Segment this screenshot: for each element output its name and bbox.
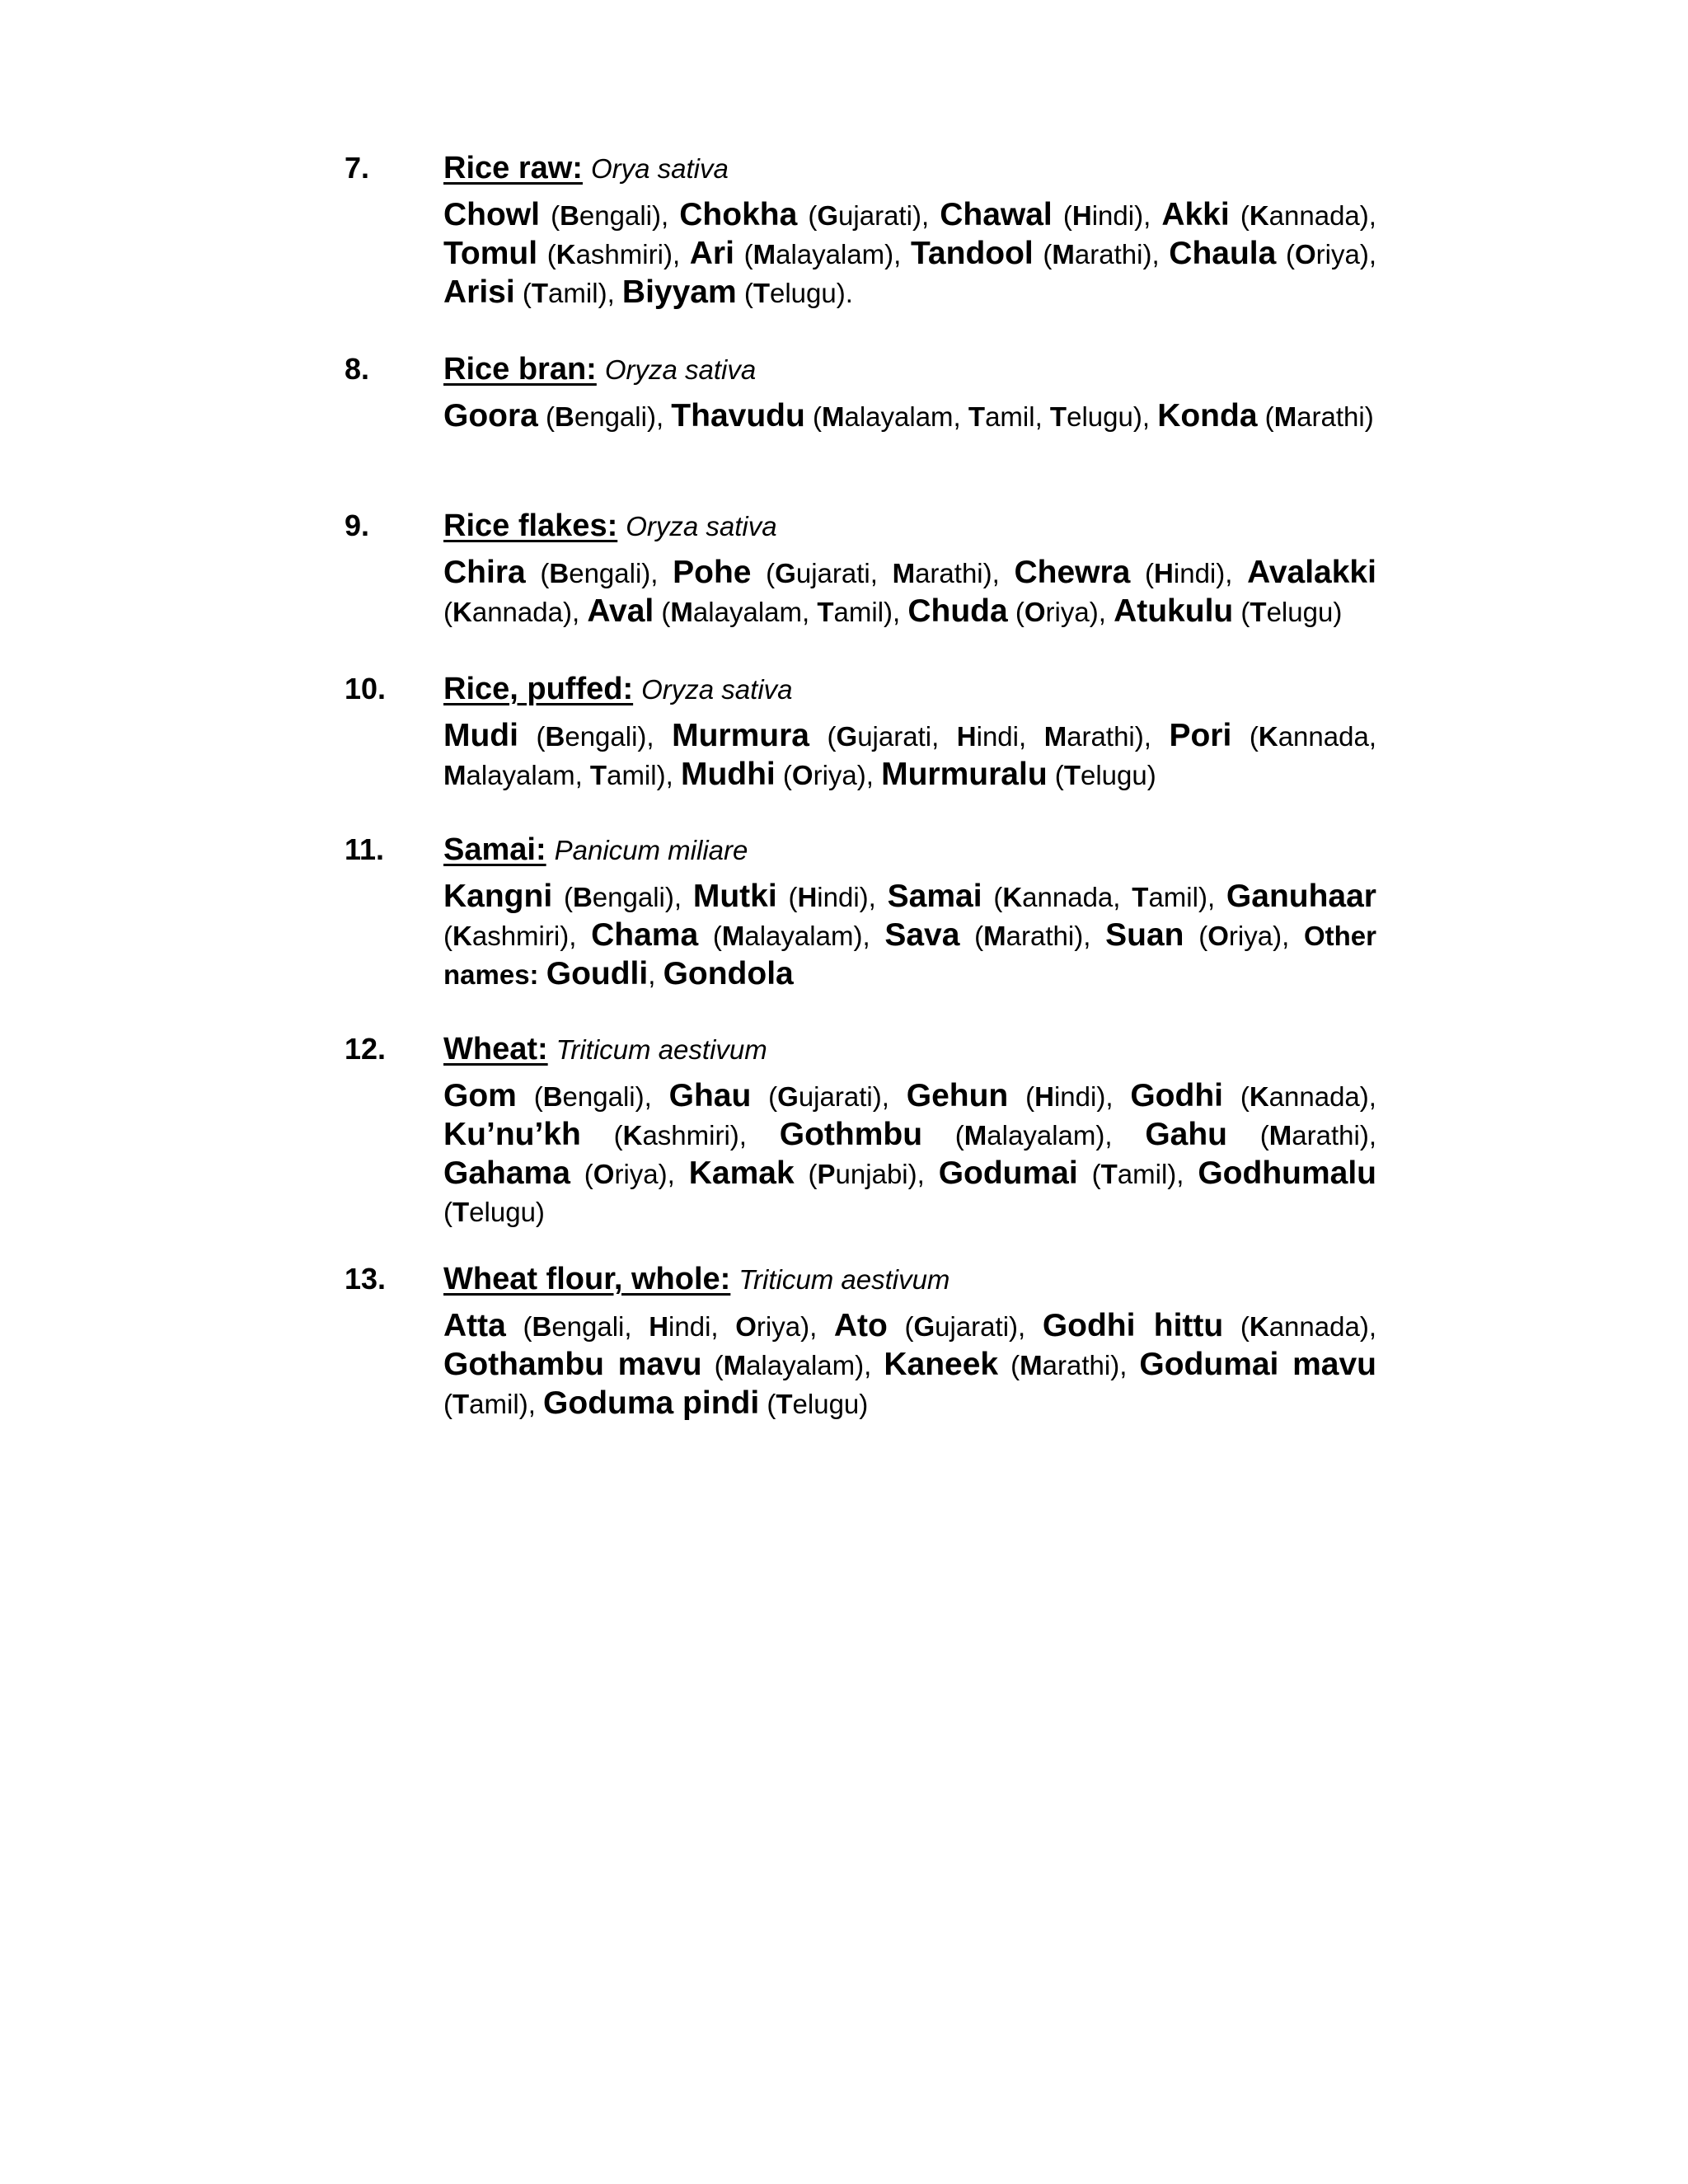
regional-name: Biyyam [621, 274, 737, 310]
language-name: Oriya [593, 1159, 659, 1189]
regional-name: Ari [689, 236, 734, 271]
other-names-label: Other names: [443, 921, 1376, 990]
language-name: Kannada [1249, 200, 1360, 231]
entry-term: Rice raw: [443, 151, 583, 185]
entry-number: 8. [345, 352, 370, 386]
entry-number: 12. [345, 1032, 387, 1066]
regional-names: Atta (Bengali, Hindi, Oriya), Ato (Gujarati), Godhi hittu (Kannada), Gothambu mavu (Malayalam), Kaneek (Marathi), Godumai mavu (Tamil), Goduma pindi (Telugu) [443, 1308, 1376, 1421]
entry-heading [345, 1258, 1376, 1301]
term-line [443, 668, 793, 717]
language-name: Telugu [452, 1197, 536, 1227]
language-name: Oriya [1207, 921, 1273, 951]
language-name: Tamil [531, 278, 598, 308]
language-name: Malayalam [964, 1120, 1096, 1151]
regional-name: Gothambu mavu [443, 1347, 702, 1382]
regional-name: Godumai mavu [1139, 1347, 1376, 1382]
regional-name: Chokha [679, 197, 798, 232]
other-name: Goudli [546, 956, 649, 991]
regional-name: Pori [1169, 718, 1232, 753]
language-name: Oriya [1294, 239, 1360, 269]
regional-name: Chawal [940, 197, 1053, 232]
entry-heading [345, 348, 1376, 391]
language-name: Kannada [1249, 1081, 1360, 1112]
language-name: Kannada [1002, 882, 1114, 912]
regional-name: Murmura [672, 718, 809, 753]
regional-name: Tandool [911, 236, 1034, 271]
regional-name: Tomul [443, 236, 538, 271]
entry-number: 7. [345, 151, 370, 185]
scientific-name: Orya sativa [590, 153, 729, 184]
regional-name: Gehun [906, 1078, 1009, 1113]
scientific-name: Oryza sativa [604, 354, 757, 385]
language-name: Gujarati [836, 721, 932, 752]
language-name: Hindi [1034, 1081, 1097, 1112]
term-line [443, 348, 756, 397]
language-name: Telugu [776, 1389, 860, 1419]
scientific-name: Triticum aestivum [556, 1034, 767, 1065]
language-name: Hindi [649, 1311, 711, 1342]
language-name: Marathi [892, 558, 983, 588]
language-name: Malayalam [753, 239, 885, 269]
language-name: Oriya [791, 760, 857, 790]
entry-12 [345, 1028, 1376, 1231]
entry-11 [345, 828, 1376, 994]
regional-name: Goora [443, 398, 538, 434]
regional-names: Chowl (Bengali), Chokha (Gujarati), Chawal (Hindi), Akki (Kannada), Tomul (Kashmiri), Ari (Malayalam), Tandool (Marathi), Chaula (Oriya), Arisi (Tamil), Biyyam (Telugu). [443, 197, 1376, 310]
language-name: Punjabi [817, 1159, 908, 1189]
term-line [443, 147, 729, 196]
entry-number: 9. [345, 509, 370, 542]
regional-names: Mudi (Bengali), Murmura (Gujarati, Hindi, Marathi), Pori (Kannada, Malayalam, Tamil), Mudhi (Oriya), Murmuralu (Telugu) [443, 718, 1376, 792]
scientific-name: Oryza sativa [626, 511, 777, 541]
regional-name: Chuda [907, 593, 1008, 629]
language-name: Kashmiri [556, 239, 663, 269]
regional-names: Goora (Bengali), Thavudu (Malayalam, Tamil, Telugu), Konda (Marathi) [443, 398, 1374, 434]
language-name: Gujarati [777, 1081, 873, 1112]
language-name: Oriya [1024, 597, 1090, 627]
entry-10 [345, 668, 1376, 794]
regional-name: Aval [587, 593, 654, 629]
entry-heading [345, 504, 1376, 547]
scientific-name: Panicum miliare [554, 835, 748, 865]
regional-name: Atta [443, 1308, 506, 1343]
regional-names: Chira (Bengali), Pohe (Gujarati, Marathi), Chewra (Hindi), Avalakki (Kannada), Aval (Malayalam, Tamil), Chuda (Oriya), Atukulu (Telugu) [443, 555, 1376, 629]
language-name: Tamil [817, 597, 884, 627]
language-name: Bengali [542, 1081, 635, 1112]
language-name: Tamil [1100, 1159, 1168, 1189]
entry-term: Samai: [443, 832, 546, 867]
entry-number: 13. [345, 1262, 387, 1296]
term-line [443, 828, 748, 878]
language-name: Tamil [589, 760, 657, 790]
language-name: Marathi [983, 921, 1075, 951]
regional-name: Godhi hittu [1042, 1308, 1224, 1343]
language-name: Telugu [1250, 597, 1334, 627]
regional-name: Chowl [443, 197, 540, 232]
regional-name: Ku’nu’kh [443, 1117, 581, 1152]
language-name: Oriya [735, 1311, 801, 1342]
entry-term: Wheat flour, whole: [443, 1262, 731, 1296]
language-name: Marathi [1052, 239, 1143, 269]
other-name: Gondola [663, 956, 794, 991]
language-name: Tamil [968, 401, 1035, 432]
language-name: Malayalam [821, 401, 954, 432]
language-name: Kashmiri [452, 921, 560, 951]
language-name: Malayalam [443, 760, 575, 790]
language-name: Bengali [560, 200, 652, 231]
regional-name: Arisi [443, 274, 515, 310]
language-name: Kannada [452, 597, 563, 627]
language-name: Telugu [1049, 401, 1133, 432]
regional-name: Ghau [668, 1078, 752, 1113]
regional-name: Chewra [1014, 555, 1131, 590]
regional-names: Kangni (Bengali), Mutki (Hindi), Samai (Kannada, Tamil), Ganuhaar (Kashmiri), Chama (Malayalam), Sava (Marathi), Suan (Oriya), Other names: Goudli, Gondola [443, 879, 1376, 991]
entry-8 [345, 348, 1376, 436]
language-name: Kannada [1249, 1311, 1360, 1342]
language-name: Hindi [797, 882, 860, 912]
language-name: Malayalam [723, 1350, 856, 1380]
language-name: Gujarati [775, 558, 870, 588]
language-name: Gujarati [817, 200, 912, 231]
regional-name: Chaula [1169, 236, 1277, 271]
language-name: Hindi [1071, 200, 1135, 231]
regional-name: Sava [884, 917, 960, 953]
language-name: Gujarati [913, 1311, 1010, 1342]
entry-heading [345, 1028, 1376, 1071]
language-name: Tamil [1132, 882, 1198, 912]
language-name: Bengali [549, 558, 642, 588]
language-name: Kashmiri [622, 1120, 730, 1151]
regional-name: Gahu [1145, 1117, 1227, 1152]
regional-name: Thavudu [671, 398, 805, 434]
language-name: Bengali [572, 882, 665, 912]
regional-name: Ato [833, 1308, 888, 1343]
term-line [443, 504, 777, 554]
entry-13 [345, 1258, 1376, 1423]
entry-term: Rice bran: [443, 352, 597, 387]
language-name: Marathi [1020, 1350, 1111, 1380]
language-name: Marathi [1043, 721, 1135, 752]
entry-heading [345, 828, 1376, 871]
term-line [443, 1028, 767, 1077]
entry-7 [345, 147, 1376, 312]
entry-term: Wheat: [443, 1032, 548, 1066]
regional-name: Goduma pindi [543, 1385, 760, 1421]
regional-name: Gahama [443, 1155, 570, 1191]
entry-9 [345, 504, 1376, 631]
regional-name: Avalakki [1247, 555, 1376, 590]
entry-term: Rice flakes: [443, 509, 618, 543]
entry-heading [345, 147, 1376, 190]
regional-name: Gothmbu [779, 1117, 923, 1152]
regional-name: Konda [1157, 398, 1258, 434]
regional-name: Mutki [692, 879, 777, 914]
regional-name: Samai [887, 879, 982, 914]
language-name: Malayalam [670, 597, 802, 627]
entry-heading [345, 668, 1376, 710]
entry-ending: . [845, 278, 853, 308]
language-name: Marathi [1268, 1120, 1360, 1151]
entry-term: Rice, puffed: [443, 672, 634, 706]
regional-name: Murmuralu [881, 757, 1048, 792]
language-name: Bengali [555, 401, 647, 432]
language-name: Marathi [1273, 401, 1365, 432]
language-name: Hindi [956, 721, 1019, 752]
language-name: Kannada [1258, 721, 1369, 752]
regional-name: Chira [443, 555, 526, 590]
language-name: Telugu [753, 278, 837, 308]
regional-name: Chama [591, 917, 699, 953]
regional-name: Godumai [938, 1155, 1078, 1191]
language-name: Malayalam [721, 921, 854, 951]
regional-name: Godhi [1130, 1078, 1223, 1113]
regional-name: Ganuhaar [1226, 879, 1376, 914]
regional-names: Gom (Bengali), Ghau (Gujarati), Gehun (Hindi), Godhi (Kannada), Ku’nu’kh (Kashmiri), Gothmbu (Malayalam), Gahu (Marathi), Gahama (Oriya), Kamak (Punjabi), Godumai (Tamil), Godhumalu (Telugu) [443, 1078, 1376, 1227]
language-name: Hindi [1154, 558, 1217, 588]
regional-name: Mudhi [680, 757, 776, 792]
regional-name: Suan [1105, 917, 1184, 953]
regional-name: Gom [443, 1078, 517, 1113]
language-name: Tamil [452, 1389, 519, 1419]
term-line [443, 1258, 950, 1307]
language-name: Telugu [1063, 760, 1147, 790]
entry-number: 11. [345, 832, 385, 866]
regional-name: Atukulu [1114, 593, 1234, 629]
scientific-name: Triticum aestivum [738, 1264, 950, 1295]
regional-name: Kaneek [884, 1347, 999, 1382]
regional-name: Akki [1161, 197, 1230, 232]
regional-name: Kangni [443, 879, 553, 914]
language-name: Bengali [532, 1311, 625, 1342]
regional-name: Pohe [673, 555, 752, 590]
regional-name: Godhumalu [1198, 1155, 1376, 1191]
language-name: Bengali [545, 721, 638, 752]
scientific-name: Oryza sativa [641, 674, 793, 705]
regional-name: Kamak [688, 1155, 795, 1191]
entry-number: 10. [345, 672, 387, 705]
regional-name: Mudi [443, 718, 518, 753]
